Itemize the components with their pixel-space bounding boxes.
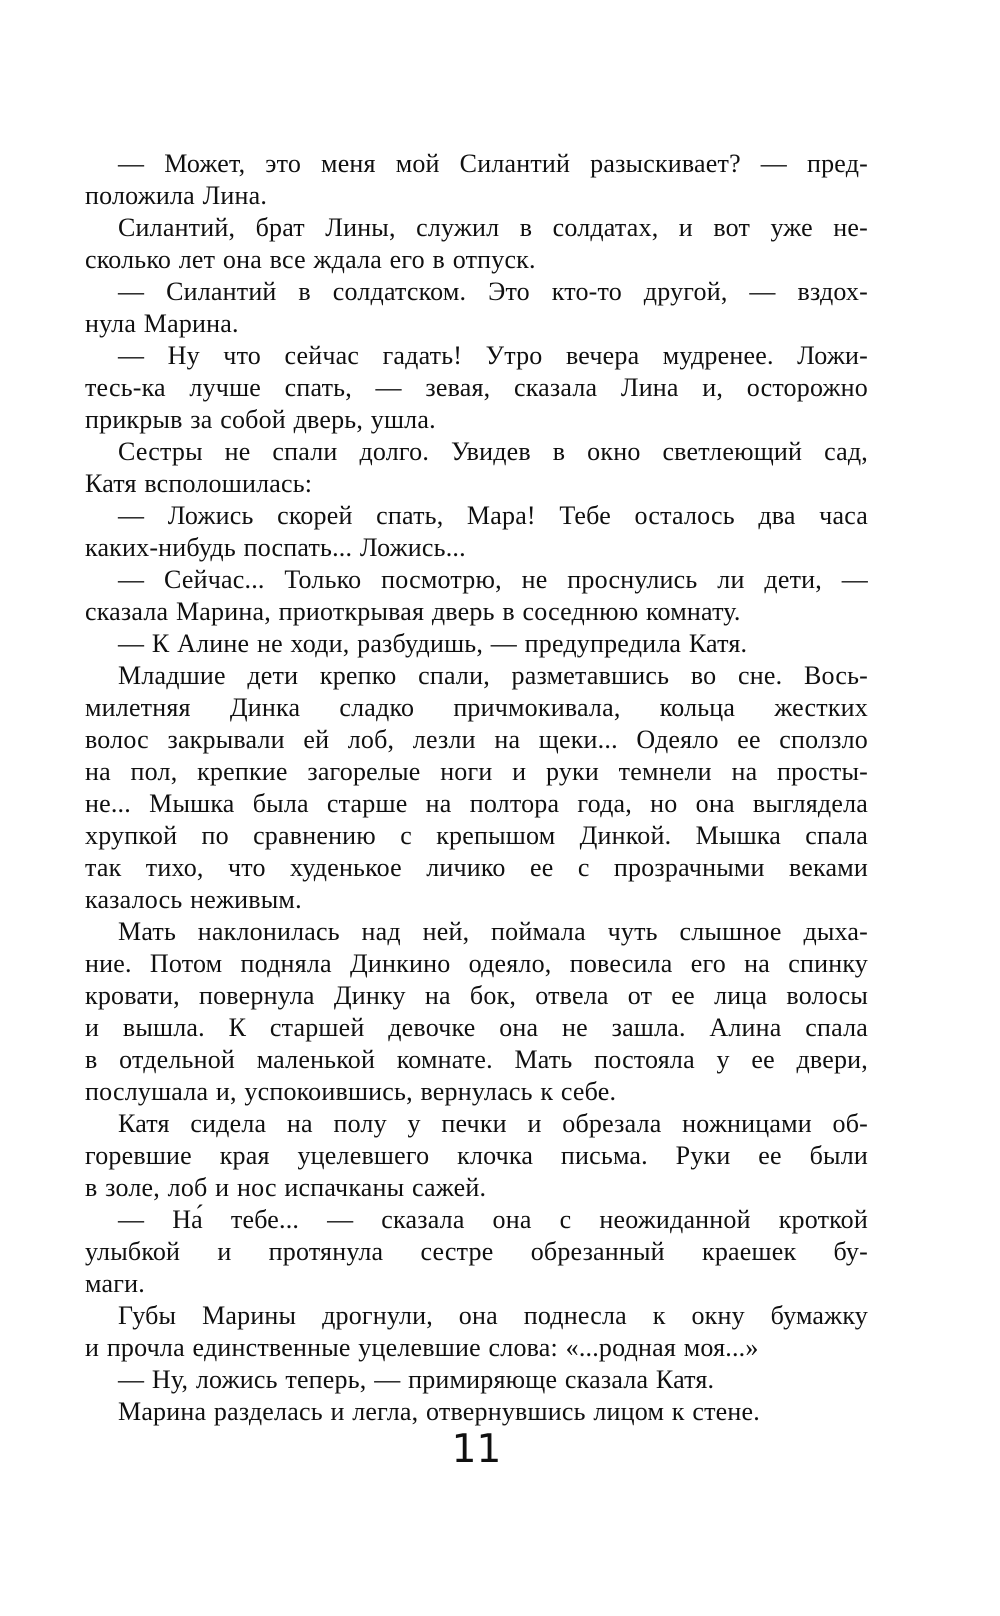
page-number: 11 (451, 1427, 502, 1472)
text-line: — На́ тебе... — сказала она с неожиданной кроткой (118, 1205, 868, 1234)
text-line: Катя сидела на полу у печки и обрезала ножницами об- (118, 1109, 868, 1138)
text-line: в золе, лоб и нос испачканы сажей. (85, 1173, 487, 1202)
text-line: кровати, повернула Динку на бок, отвела от ее лица волосы (85, 981, 868, 1010)
text-line: хрупкой по сравнению с крепышом Динкой. Мышка спала (85, 821, 868, 850)
text-line: так тихо, что худенькое личико ее с прозрачными веками (85, 853, 868, 882)
text-line: Сестры не спали долго. Увидев в окно светлеющий сад, (118, 437, 868, 466)
text-line: положила Лина. (85, 181, 268, 210)
text-line: — Сейчас... Только посмотрю, не проснулись ли дети, — (118, 565, 868, 594)
text-line: маги. (85, 1269, 145, 1298)
text-line: — Ну что сейчас гадать! Утро вечера мудренее. Ложи- (118, 341, 868, 370)
text-line: в отдельной маленькой комнате. Мать постояла у ее двери, (85, 1045, 868, 1074)
text-line: каких-нибудь поспать... Ложись... (85, 533, 466, 562)
text-line: казалось неживым. (85, 885, 302, 914)
text-line: сказала Марина, приоткрывая дверь в соседнюю комнату. (85, 597, 741, 626)
text-line: сколько лет она все ждала его в отпуск. (85, 245, 536, 274)
text-line: — К Алине не ходи, разбудишь, — предупредила Катя. (118, 629, 748, 658)
text-line: улыбкой и протянула сестре обрезанный краешек бу- (85, 1237, 868, 1266)
text-line: горевшие края уцелевшего клочка письма. Руки ее были (85, 1141, 868, 1170)
text-line: Марина разделась и легла, отвернувшись лицом к стене. (118, 1397, 760, 1426)
text-line: и вышла. К старшей девочке она не зашла. Алина спала (85, 1013, 868, 1042)
text-line: милетняя Динка сладко причмокивала, кольца жестких (85, 693, 868, 722)
text-line: Силантий, брат Лины, служил в солдатах, и вот уже не- (118, 213, 868, 242)
text-line: Мать наклонилась над ней, поймала чуть слышное дыха- (118, 917, 868, 946)
text-line: тесь-ка лучше спать, — зевая, сказала Лина и, осторожно (85, 373, 868, 402)
text-line: — Силантий в солдатском. Это кто-то другой, — вздох- (118, 277, 868, 306)
text-line: послушала и, успокоившись, вернулась к себе. (85, 1077, 617, 1106)
text-line: — Ну, ложись теперь, — примиряюще сказала Катя. (118, 1365, 715, 1394)
text-line: не... Мышка была старше на полтора года, но она выглядела (85, 789, 868, 818)
text-line: нула Марина. (85, 309, 239, 338)
text-line: Губы Марины дрогнули, она поднесла к окну бумажку (118, 1301, 868, 1330)
text-line: Младшие дети крепко спали, разметавшись во сне. Вось- (118, 661, 868, 690)
text-line: ние. Потом подняла Динкино одеяло, повесила его на спинку (85, 949, 868, 978)
text-line: на пол, крепкие загорелые ноги и руки темнели на просты- (85, 757, 868, 786)
text-line: — Может, это меня мой Силантий разыскивает? — пред- (118, 149, 868, 178)
text-line: Катя всполошилась: (85, 469, 313, 498)
text-line: прикрыв за собой дверь, ушла. (85, 405, 436, 434)
text-line: волос закрывали ей лоб, лезли на щеки... Одеяло ее сползло (85, 725, 868, 754)
text-line: и прочла единственные уцелевшие слова: «...родная моя...» (85, 1333, 759, 1362)
text-block (85, 148, 868, 1428)
text-line: — Ложись скорей спать, Мара! Тебе осталось два часа (118, 501, 868, 530)
